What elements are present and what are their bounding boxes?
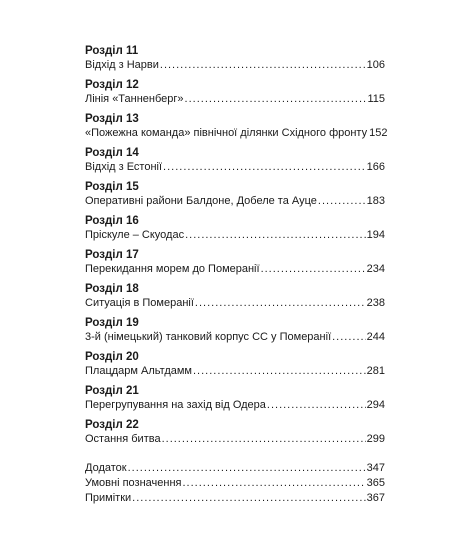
chapter-number: Розділ 20 xyxy=(85,351,139,363)
toc-entry[interactable] xyxy=(85,398,385,412)
chapter-entry xyxy=(85,384,385,412)
chapter-entry xyxy=(85,78,385,106)
chapter-entry xyxy=(85,146,385,174)
page-number: 281 xyxy=(366,365,385,377)
chapter-number: Розділ 14 xyxy=(85,147,139,159)
page-number: 367 xyxy=(366,492,385,504)
entry-title: Оперативні райони Балдоне, Добеле та Ауце xyxy=(85,195,317,207)
entry-title: Ситуація в Померанії xyxy=(85,297,194,309)
chapter-entry xyxy=(85,282,385,310)
toc-entry[interactable] xyxy=(85,194,385,208)
entry-title: Перекидання морем до Померанії xyxy=(85,263,260,275)
entry-title: Додаток xyxy=(85,462,127,474)
entry-title: Перегрупування на захід від Одера xyxy=(85,399,266,411)
dot-leader xyxy=(261,262,366,276)
dot-leader xyxy=(162,432,366,446)
entry-title: Плацдарм Альтдамм xyxy=(85,365,192,377)
entry-title: Відхід з Нарви xyxy=(85,59,159,71)
toc-entry[interactable] xyxy=(85,160,385,174)
chapter-number: Розділ 22 xyxy=(85,419,139,431)
page-number: 166 xyxy=(366,161,385,173)
toc-entry[interactable] xyxy=(85,491,385,506)
dot-leader xyxy=(132,491,365,506)
dot-leader xyxy=(195,296,366,310)
page-number: 244 xyxy=(366,331,385,343)
toc-entry[interactable] xyxy=(85,58,385,72)
dot-leader xyxy=(185,228,366,242)
chapter-entry xyxy=(85,214,385,242)
page-number: 115 xyxy=(367,93,385,105)
toc-entry[interactable] xyxy=(85,126,388,140)
toc-entry[interactable] xyxy=(85,228,385,242)
entry-title: Відхід з Естонії xyxy=(85,161,163,173)
page-number: 106 xyxy=(366,59,385,71)
page-number: 238 xyxy=(366,297,385,309)
toc-entry[interactable] xyxy=(85,262,385,276)
page-number: 183 xyxy=(366,195,385,207)
toc-entry[interactable] xyxy=(85,476,385,491)
entry-title: «Пожежна команда» північної ділянки Східного фронту xyxy=(85,127,368,139)
entry-title: Умовні позначення xyxy=(85,477,182,489)
chapter-entry xyxy=(85,350,385,378)
chapter-entry xyxy=(85,44,385,72)
dot-leader xyxy=(318,194,366,208)
dot-leader xyxy=(128,461,366,476)
dot-leader xyxy=(183,476,366,491)
toc-entry[interactable] xyxy=(85,432,385,446)
toc-entry[interactable] xyxy=(85,461,385,476)
page-number: 234 xyxy=(366,263,385,275)
page-number: 294 xyxy=(366,399,385,411)
dot-leader xyxy=(267,398,366,412)
chapter-number: Розділ 11 xyxy=(85,45,139,57)
chapter-entry xyxy=(85,180,385,208)
chapter-number: Розділ 17 xyxy=(85,249,139,261)
entry-title: Остання битва xyxy=(85,433,161,445)
chapter-number: Розділ 18 xyxy=(85,283,139,295)
page-number: 152 xyxy=(369,127,388,139)
chapter-entry xyxy=(85,316,385,344)
toc-entry[interactable] xyxy=(85,92,385,106)
chapter-number: Розділ 21 xyxy=(85,385,139,397)
toc-entry[interactable] xyxy=(85,364,385,378)
entry-title: Примітки xyxy=(85,492,132,504)
entry-title: Лінія «Танненберг» xyxy=(85,93,184,105)
chapter-number: Розділ 19 xyxy=(85,317,139,329)
entry-title: Пріскуле – Скуодас xyxy=(85,229,185,241)
toc-entry[interactable] xyxy=(85,296,385,310)
chapter-list xyxy=(85,44,388,446)
dot-leader xyxy=(163,160,366,174)
chapter-entry xyxy=(85,248,385,276)
dot-leader xyxy=(160,58,366,72)
chapter-number: Розділ 13 xyxy=(85,113,139,125)
page-number: 299 xyxy=(366,433,385,445)
toc-entry[interactable] xyxy=(85,330,385,344)
entry-title: 3-й (німецький) танковий корпус СС у Померанії xyxy=(85,331,332,343)
dot-leader xyxy=(193,364,366,378)
dot-leader xyxy=(332,330,366,344)
chapter-number: Розділ 15 xyxy=(85,181,139,193)
chapter-entry xyxy=(85,418,385,446)
chapter-number: Розділ 12 xyxy=(85,79,139,91)
chapter-entry xyxy=(85,112,388,140)
page-number: 194 xyxy=(366,229,385,241)
page-number: 365 xyxy=(366,477,385,489)
page-number: 347 xyxy=(366,462,385,474)
chapter-number: Розділ 16 xyxy=(85,215,139,227)
dot-leader xyxy=(185,92,367,106)
appendix-list xyxy=(85,461,385,506)
table-of-contents xyxy=(85,44,388,506)
